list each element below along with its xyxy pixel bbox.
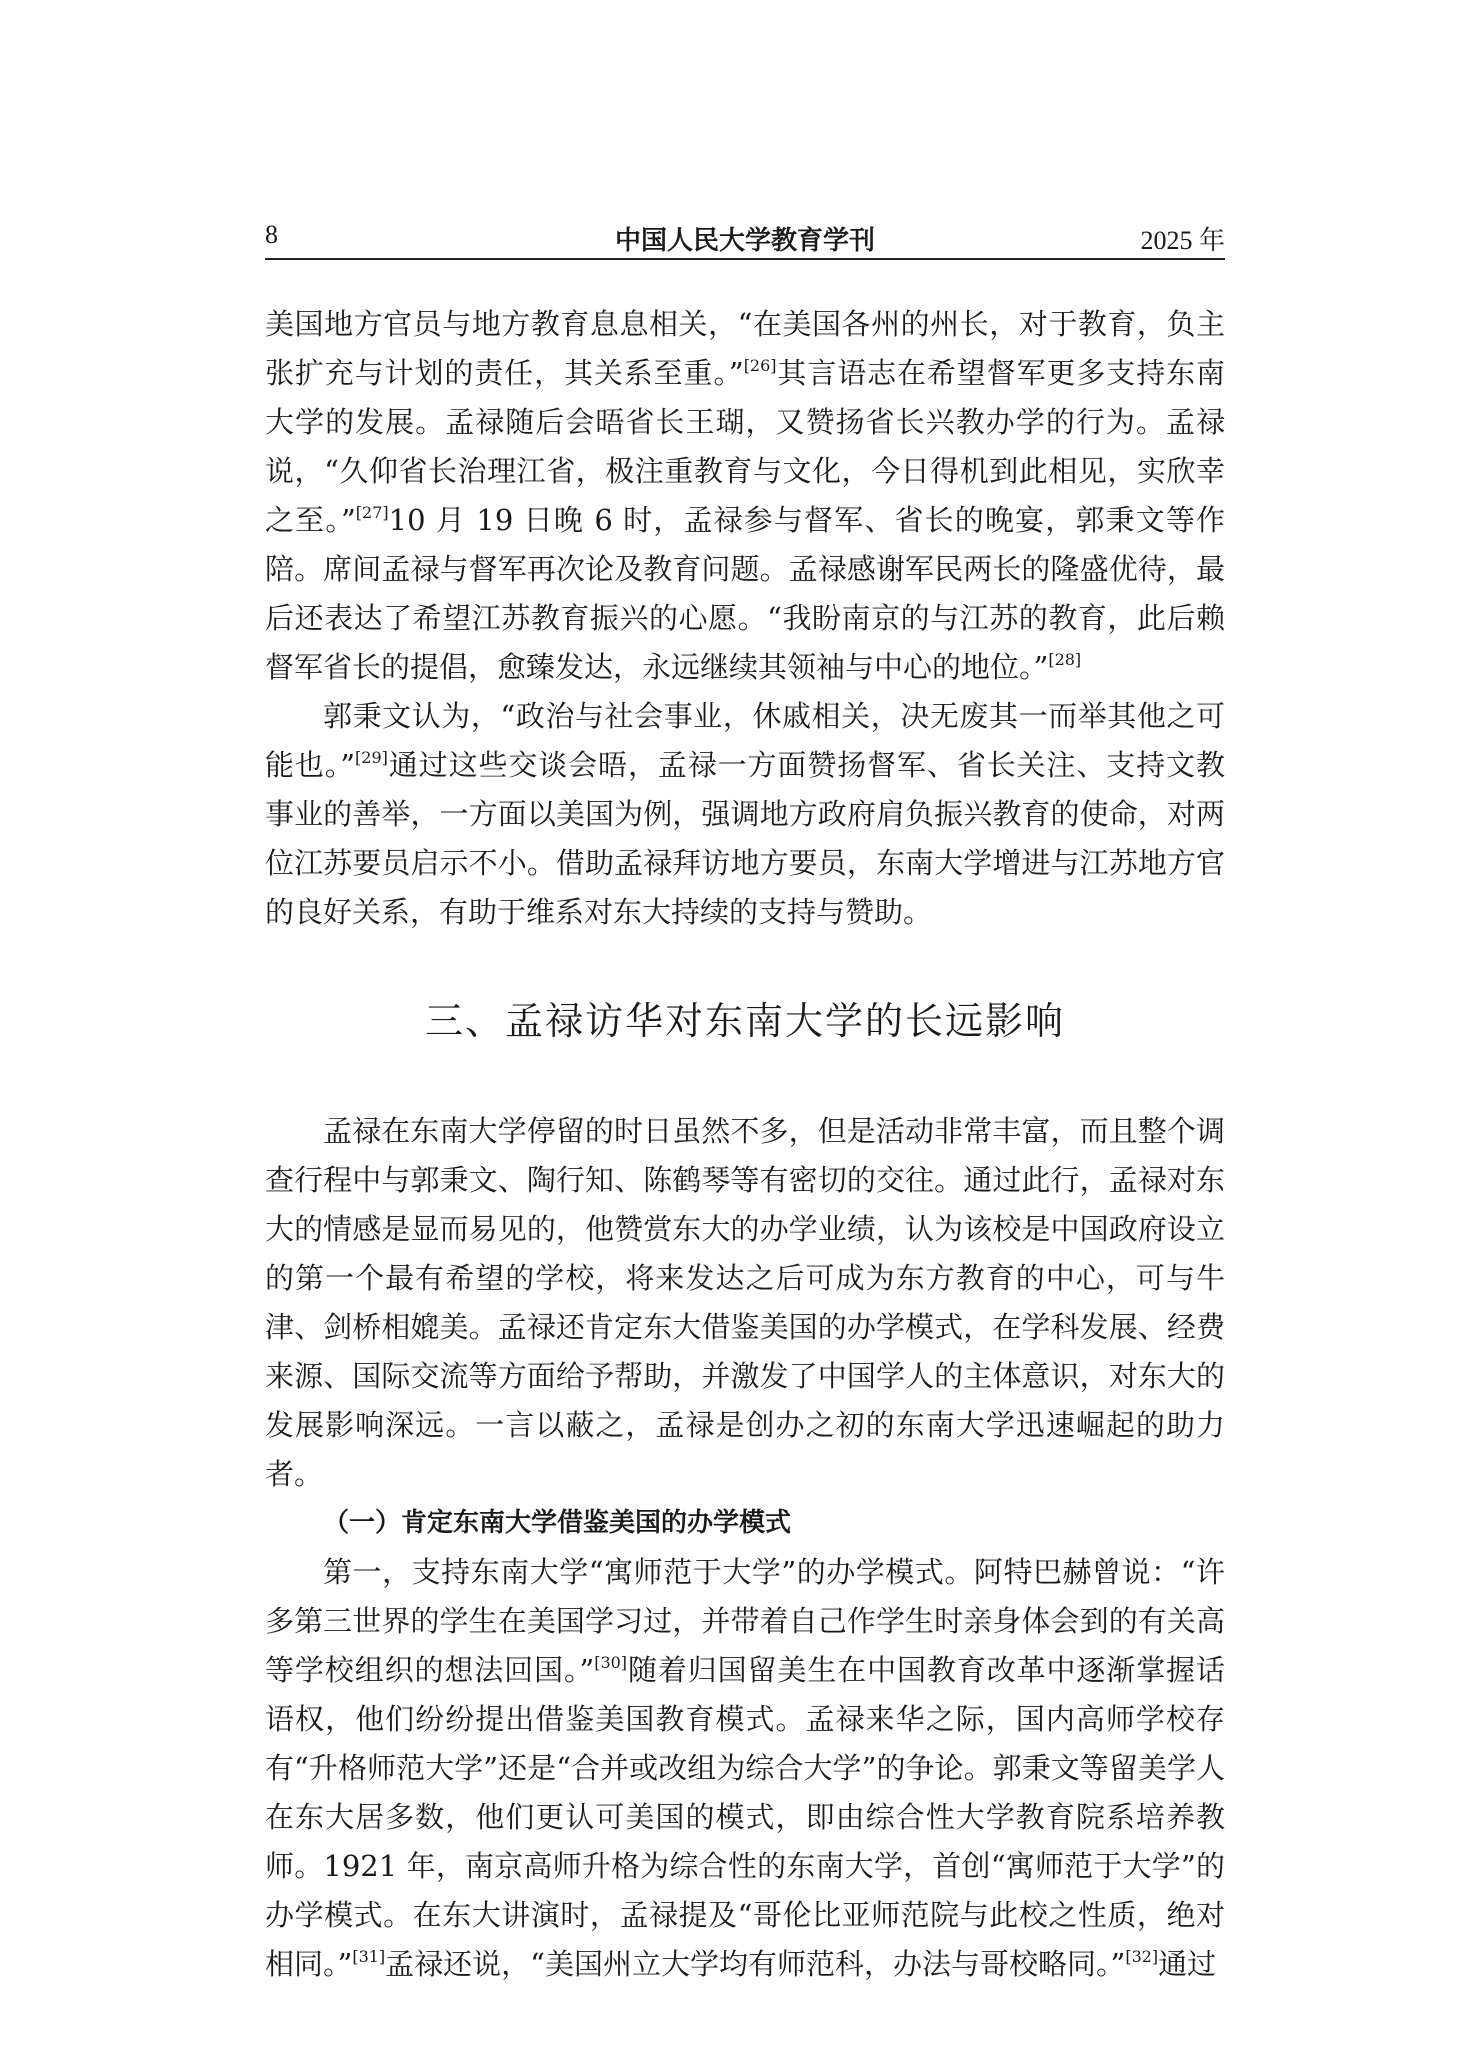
body-paragraph [265,692,1225,937]
section-heading: 三、孟禄访华对东南大学的长远影响 [424,999,1065,1043]
paragraph-text: 美国地方官员与地方教育息息相关，“在美国各州的州长，对于教育，负主张扩充与计划的责任，其关系至重。” [265,307,1225,390]
body-paragraph [265,1548,1225,1989]
citation-ref: [26] [743,356,777,375]
publication-year: 2025 年 [1140,226,1225,255]
paragraph-text: 通过这些交谈会晤，孟禄一方面赞扬督军、省长关注、支持文教事业的善举，一方面以美国为例，强调地方政府肩负振兴教育的使命，对两位江苏要员启示不小。借助孟禄拜访地方要员，东南大学增进与江苏地方官的良好关系，有助于维系对东大持续的支持与赞助。 [265,748,1225,929]
citation-ref: [27] [355,503,389,522]
body-paragraph [265,1107,1225,1499]
citation-ref: [32] [1125,1947,1159,1966]
running-header [265,218,1225,260]
paragraph-text: 孟禄还说，“美国州立大学均有师范科，办法与哥校略同。” [385,1947,1126,1981]
citation-ref: [31] [352,1947,386,1966]
paragraphs-before-section [265,300,1225,937]
journal-title: 中国人民大学教育学刊 [614,226,875,256]
paragraph-text: 随着归国留美生在中国教育改革中逐渐掌握话语权，他们纷纷提出借鉴美国教育模式。孟禄来华之际，国内高师学校存有“升格师范大学”还是“合并或改组为综合大学”的争论。郭秉文等留美学人在东大居多数，他们更认可美国的模式，即由综合性大学教育院系培养教师。1921 年，南京高师升格为综合性的东南大学，首创“寓师范于大学”的办学模式。在东大讲演时，孟禄提及“哥伦比亚师范院与此校之性质，绝对相同。” [265,1653,1225,1981]
paragraph-text: 其言语志在希望督军更多支持东南大学的发展。孟禄随后会晤省长王瑚，又赞扬省长兴教办学的行为。孟禄说，“久仰省长治理江省，极注重教育与文化，今日得机到此相见，实欣幸之至。” [265,356,1225,537]
paragraph-text: 第一，支持东南大学“寓师范于大学”的办学模式。阿特巴赫曾说：“许多第三世界的学生在美国学习过，并带着自己作学生时亲身体会到的有关高等学校组织的想法回国。” [265,1555,1225,1687]
paragraph-text: 孟禄在东南大学停留的时日虽然不多，但是活动非常丰富，而且整个调查行程中与郭秉文、陶行知、陈鹤琴等有密切的交往。通过此行，孟禄对东大的情感是显而易见的，他赞赏东大的办学业绩，认为该校是中国政府设立的第一个最有希望的学校，将来发达之后可成为东方教育的中心，可与牛津、剑桥相媲美。孟禄还肯定东大借鉴美国的办学模式，在学科发展、经费来源、国际交流等方面给予帮助，并激发了中国学人的主体意识，对东大的发展影响深远。一言以蔽之，孟禄是创办之初的东南大学迅速崛起的助力者。 [265,1114,1225,1491]
subsection-heading: （一）肯定东南大学借鉴美国的办学模式 [323,1508,792,1538]
paragraphs-after-subsection [265,1548,1225,1989]
citation-ref: [28] [1048,650,1082,669]
page-number: 8 [265,220,278,249]
article-body [265,300,1225,1989]
paragraph-text: 10 月 19 日晚 6 时，孟禄参与督军、省长的晚宴，郭秉文等作陪。席间孟禄与督军再次论及教育问题。孟禄感谢军民两长的隆盛优待，最后还表达了希望江苏教育振兴的心愿。“我盼南京的与江苏的教育，此后赖督军省长的提倡，愈臻发达，永远继续其领袖与中心的地位。” [265,503,1225,684]
body-paragraph [265,300,1225,692]
citation-ref: [30] [594,1653,628,1672]
paragraph-text: 通过 [1158,1947,1217,1981]
paragraphs-section-intro [265,1107,1225,1499]
citation-ref: [29] [355,748,388,767]
paragraph-text: 郭秉文认为，“政治与社会事业，休戚相关，决无废其一而举其他之可能也。” [265,699,1225,782]
